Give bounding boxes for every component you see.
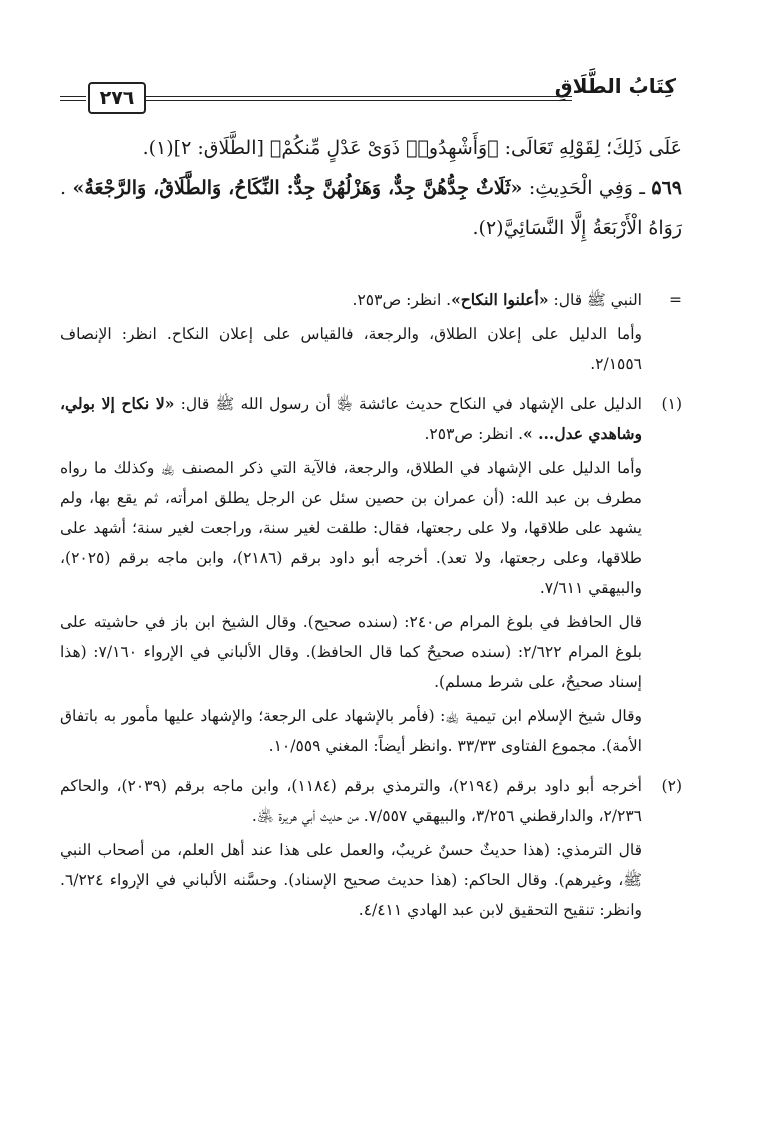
hadith-tail: . رَوَاهُ الْأَرْبَعَةُ إِلَّا النَّسَائِيَّ(٢). (60, 177, 682, 239)
main-text (60, 128, 682, 248)
hadith-number: ۵٦٩ (651, 177, 683, 199)
footnote-paragraph: قال الحافظ في بلوغ المرام ص٢٤٠: (سنده صحيح). وقال الشيخ ابن باز في حاشيته على بلوغ المرام ٢/٦٢٢: (سنده صحيحٌ كما قال الحافظ). وقال الألباني في الإرواء ٧/١٦٠: (هذا إسناد صحيحٌ، على شرط مسلم). (60, 613, 642, 691)
header-rule (144, 96, 572, 101)
footnote-paragraph: وأما الدليل على إعلان الطلاق، والرجعة، فالقياس على إعلان النكاح. انظر: الإنصاف ٢/١٥٥٦. (60, 325, 642, 373)
header-rule-short (60, 96, 86, 101)
footnote-paragraph: قال الترمذي: (هذا حديثٌ حسنٌ غريبٌ، والعمل على هذا عند أهل العلم، من أصحاب النبي ﷺ، وغيرهم). وقال الحاكم: (هذا حديث صحيح الإسناد). وحسَّنه الألباني في الإرواء ٦/٢٢٤. وانظر: تنقيح التحقيق لابن عبد الهادي ٤/٤١١. (60, 841, 642, 919)
footnotes (60, 285, 682, 929)
footnote-text: الدليل على الإشهاد في النكاح حديث عائشة ﵂ أن رسول الله ﷺ قال: (174, 395, 642, 413)
footnote-continuation (60, 285, 682, 383)
hadith-block (60, 168, 682, 248)
matn-line-1: عَلَى ذَلِكَ؛ لِقَوْلِهِ تَعَالَى: ﴿وَأَشْهِدُوا۟ ذَوَىْ عَدْلٍ مِّنكُمْ﴾ [الطَّلَاق: ٢](١). (142, 137, 682, 159)
footnote-hadith-bold: «لا نكاح إلا بولي، وشاهدي عدل... » (60, 394, 642, 443)
footnote-1 (60, 389, 682, 765)
page-number: ٢٧٦ (88, 82, 146, 114)
footnote-text: . انظر: ص٢٥٣. (352, 291, 452, 309)
footnote-mark: = (669, 291, 682, 309)
footnote-mark: (١) (661, 395, 682, 413)
footnote-paragraph: وقال شيخ الإسلام ابن تيمية ﵀: (فأمر بالإشهاد على الرجعة؛ والإشهاد عليها مأمور به باتفاق الأمة). مجموع الفتاوى ٣٣/٣٣ .وانظر أيضاً: المغني ١٠/٥٥٩. (60, 707, 642, 755)
book-page (60, 70, 682, 1110)
page-header (60, 70, 682, 114)
footnote-paragraph: أخرجه أبو داود برقم (٢١٩٤)، والترمذي برقم (١١٨٤)، وابن ماجه برقم (٢٠٣٩)، والحاكم ٢/٢٣٦، والدارقطني ٣/٢٥٦، والبيهقي ٧/٥٥٧. من حديث أبي هريرة ﵁. (60, 777, 642, 825)
footnote-text: . انظر: ص٢٥٣. (424, 425, 524, 443)
footnote-paragraph (60, 389, 642, 449)
hadith-text: «ثَلَاثٌ جِدُّهُنَّ جِدٌّ، وَهَزْلُهُنَّ جِدٌّ: النِّكَاحُ، وَالطَّلَاقُ، وَالرَّجْعَةُ» (72, 177, 523, 199)
footnote-text: النبي ﷺ قال: (548, 291, 642, 309)
book-title: كِتَابُ الطَّلَاقِ (554, 74, 676, 98)
footnote-paragraph: وأما الدليل على الإشهاد في الطلاق، والرجعة، فالآية التي ذكر المصنف ﵀ وكذلك ما رواه مطرف بن عبد الله: (أن عمران بن حصين سئل عن الرجل يطلق امرأته، ثم يقع بها، ولم يشهد على طلاقها، ولا على رجعتها، فقال: طلقت لغير سنة، وراجعت لغير سنة؛ أشهد على طلاقها، وعلى رجعتها، ولا تعد). أخرجه أبو داود برقم (٢١٨٦)، وابن ماجه برقم (٢٠٢٥)، والبيهقي ٧/٦١١. (60, 459, 643, 597)
footnote-paragraph (60, 285, 642, 315)
footnote-2 (60, 771, 682, 929)
footnote-separator (60, 270, 682, 271)
footnote-mark: (٢) (661, 777, 682, 795)
hadith-intro: ـ وَفِي الْحَدِيثِ: (522, 177, 645, 199)
footnote-hadith-bold: «أعلنوا النكاح» (451, 290, 549, 309)
